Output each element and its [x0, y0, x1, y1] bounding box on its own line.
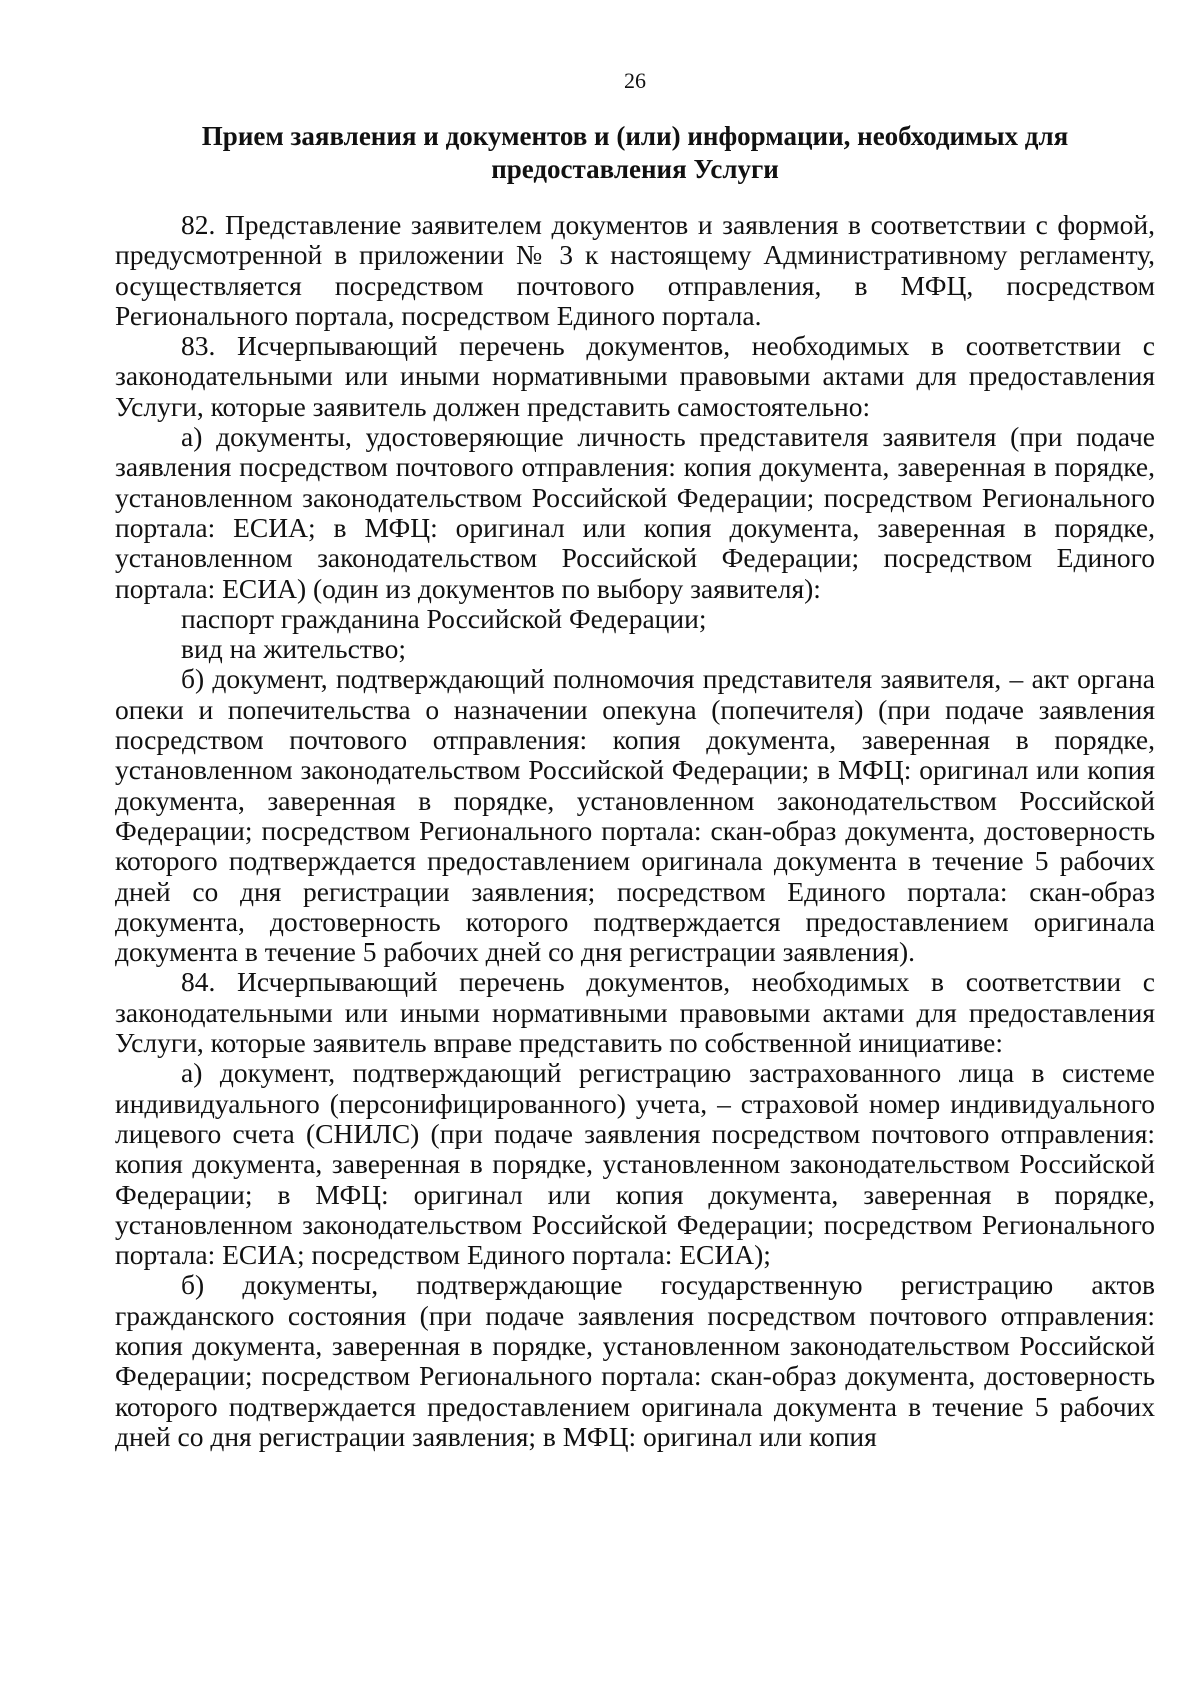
paragraph-84: 84. Исчерпывающий перечень документов, необходимых в соответствии с законодательными или иными нормативными правовыми актами для предоставления Услуги, которые заявитель вправе представить по собственной инициативе: [115, 966, 1155, 1059]
paragraph-84-item-b: б) документы, подтверждающие государственную регистрацию актов гражданского состояния (при подаче заявления посредством почтового отправления: копия документа, заверенная в порядке, установленном законодательством Российской Федерации; посредством Регионального портала: скан-образ документа, достоверность которого подтверждается предоставлением оригинала документа в течение 5 рабочих дней со дня регистрации заявления; в МФЦ: оригинал или копия [115, 1269, 1155, 1452]
section-heading-line-1: Прием заявления и документов и (или) информации, необходимых для [201, 121, 1069, 151]
paragraph-83-item-residence-permit: вид на жительство; [181, 633, 406, 665]
paragraph-83-item-passport: паспорт гражданина Российской Федерации; [181, 602, 707, 634]
paragraph-83: 83. Исчерпывающий перечень документов, необходимых в соответствии с законодательными или иными нормативными правовыми актами для предоставления Услуги, которые заявитель должен представить самостоятельно: [115, 330, 1155, 422]
paragraph-83-item-b: б) документ, подтверждающий полномочия представителя заявителя, – акт органа опеки и попечительства о назначении опекуна (попечителя) (при подаче заявления посредством почтового отправления: копия документа, заверенная в порядке, установленном законодательством Российской Федерации; в МФЦ: оригинал или копия документа, заверенная в порядке, установленном законодательством Российской Федерации; посредством Регионального портала: скан-образ документа, достоверность которого подтверждается предоставлением оригинала документа в течение 5 рабочих дней со дня регистрации заявления; посредством Единого портала: скан-образ документа, достоверность которого подтверждается предоставлением оригинала документа в течение 5 рабочих дней со дня регистрации заявления). [115, 663, 1155, 968]
paragraph-83-item-a: а) документы, удостоверяющие личность представителя заявителя (при подаче заявления посредством почтового отправления: копия документа, заверенная в порядке, установленном законодательством Российской Федерации; посредством Регионального портала: ЕСИА; в МФЦ: оригинал или копия документа, заверенная в порядке, установленном законодательством Российской Федерации; посредством Единого портала: ЕСИА) (один из документов по выбору заявителя): [115, 421, 1155, 604]
section-heading-line-2: предоставления Услуги [491, 154, 779, 184]
document-body [115, 210, 1155, 1452]
paragraph-84-item-a: а) документ, подтверждающий регистрацию застрахованного лица в системе индивидуального (персонифицированного) учета, – страховой номер индивидуального лицевого счета (СНИЛС) (при подаче заявления посредством почтового отправления: копия документа, заверенная в порядке, установленном законодательством Российской Федерации; в МФЦ: оригинал или копия документа, заверенная в порядке, установленном законодательством Российской Федерации; посредством Регионального портала: ЕСИА; посредством Единого портала: ЕСИА); [115, 1057, 1155, 1271]
paragraph-82: 82. Представление заявителем документов и заявления в соответствии с формой, предусмотренной в приложении № 3 к настоящему Административному регламенту, осуществляется посредством почтового отправления, в МФЦ, посредством Регионального портала, посредством Единого портала. [115, 209, 1155, 331]
section-heading [115, 120, 1155, 186]
page-number: 26 [624, 68, 646, 93]
